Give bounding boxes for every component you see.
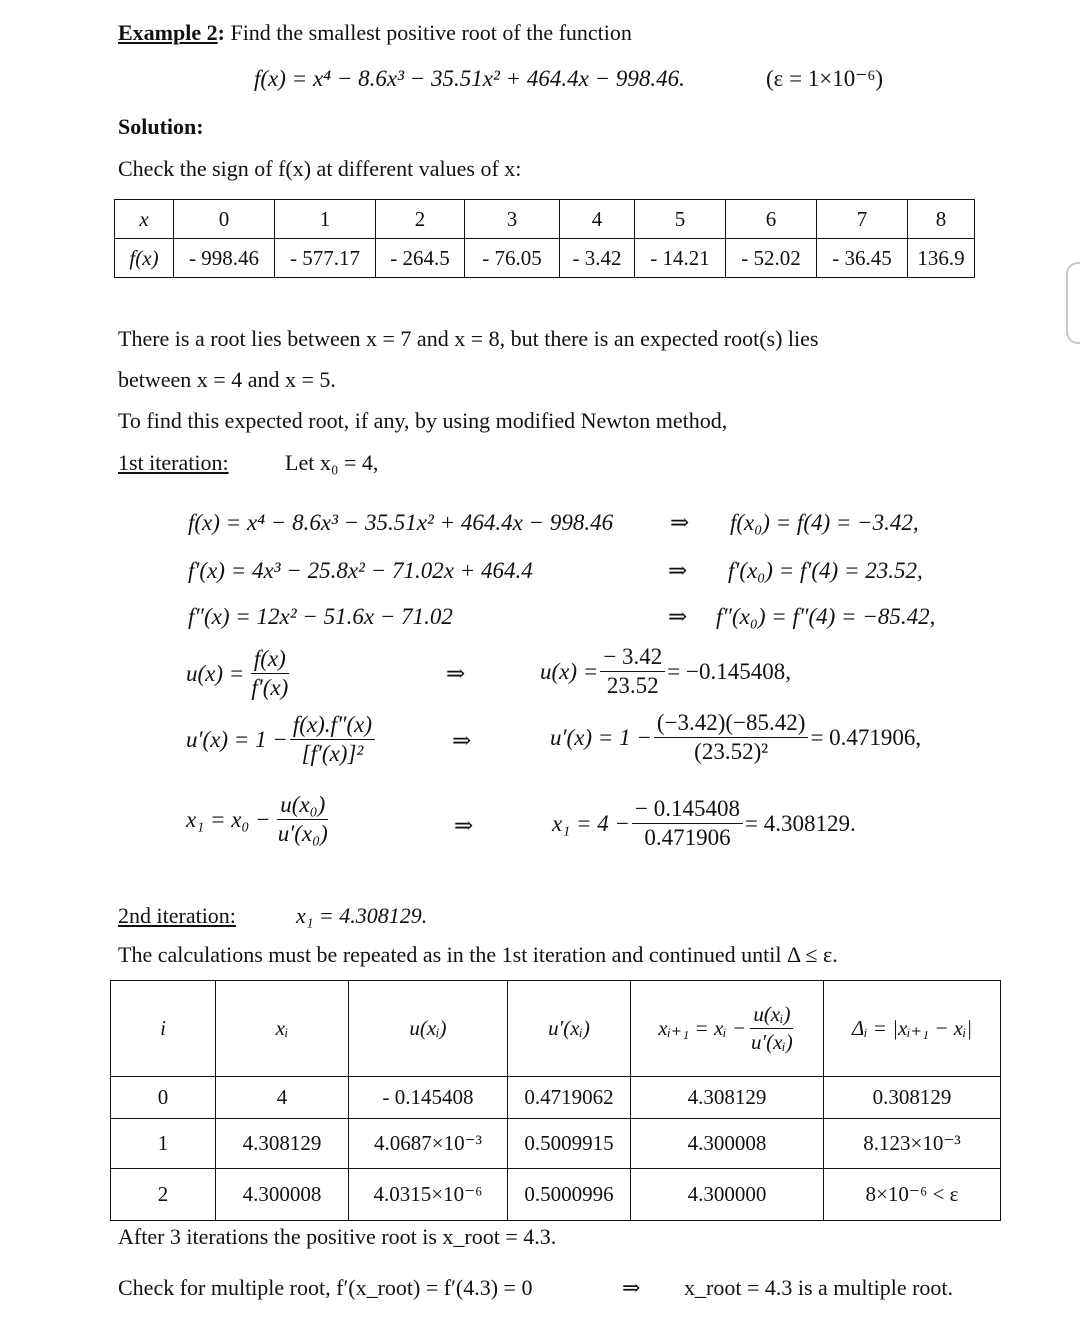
x1-lhs: x₁ = x₀ − <box>186 806 271 832</box>
header-next-numerator: u(xᵢ) <box>750 1002 793 1029</box>
x-cell: 0 <box>174 200 275 239</box>
cell-i: 0 <box>111 1077 216 1119</box>
cell-upxi: 0.5009915 <box>508 1119 631 1169</box>
header-i: i <box>111 981 216 1077</box>
x-cell: 8 <box>908 200 975 239</box>
sign-table-f-row <box>115 239 975 278</box>
u-rhs-denominator: 23.52 <box>606 673 659 699</box>
fx0-value: f(x₀) = f(4) = −3.42, <box>730 510 919 535</box>
x-cell: 4 <box>560 200 635 239</box>
iteration-1-label: 1st iteration: <box>118 450 229 475</box>
repeat-line: The calculations must be repeated as in the 1st iteration and continued until Δ ≤ ε. <box>118 942 838 967</box>
cell-next: 4.300008 <box>631 1119 824 1169</box>
f-cell: - 76.05 <box>465 239 560 278</box>
header-upxi: u′(xᵢ) <box>508 981 631 1077</box>
f-cell: - 264.5 <box>376 239 465 278</box>
u-lhs: u(x) = <box>186 660 245 686</box>
cell-xi: 4.300008 <box>216 1169 349 1221</box>
cell-delta: 8×10⁻⁶ < ε <box>824 1169 1001 1221</box>
cell-xi: 4.308129 <box>216 1119 349 1169</box>
x-cell: 3 <box>465 200 560 239</box>
table-row <box>111 1077 1001 1119</box>
uprime-rhs-numerator: (−3.42)(−85.42) <box>654 710 809 738</box>
check-multiple-root-line: Check for multiple root, f′(x_root) = f′(4.3) = 0 <box>118 1275 533 1300</box>
solution-label: Solution: <box>118 114 204 139</box>
table-row <box>111 1169 1001 1221</box>
uprime-numerator: f(x).f″(x) <box>290 712 375 740</box>
x1-computation <box>552 796 856 852</box>
x-cell: 1 <box>275 200 376 239</box>
cell-i: 2 <box>111 1169 216 1221</box>
cell-upxi: 0.5000996 <box>508 1169 631 1221</box>
epsilon-value: (ε = 1×10⁻⁶) <box>766 66 884 91</box>
uprime-rhs-denominator: (23.52)² <box>694 739 769 765</box>
iteration-2-value: x₁ = 4.308129. <box>296 903 428 928</box>
u-rhs-numerator: − 3.42 <box>600 644 665 672</box>
x1-numerator: u(x₀) <box>277 792 328 820</box>
function-expression: f(x) = x⁴ − 8.6x³ − 35.51x² + 464.4x − 998.46. <box>254 66 685 91</box>
f-cell: - 998.46 <box>174 239 275 278</box>
arrow-icon: ⇒ <box>668 604 688 629</box>
header-delta: Δᵢ = |xᵢ₊₁ − xᵢ| <box>824 981 1001 1077</box>
cell-next: 4.300000 <box>631 1169 824 1221</box>
uprime-denominator: [f′(x)]² <box>301 741 364 767</box>
cell-upxi: 0.4719062 <box>508 1077 631 1119</box>
x1-rhs-denominator: 0.471906 <box>644 825 731 851</box>
example-colon: : <box>217 20 225 45</box>
check-sign-text: Check the sign of f(x) at different values of x: <box>118 156 522 181</box>
f-cell: 136.9 <box>908 239 975 278</box>
after-iterations-line: After 3 iterations the positive root is x_root = 4.3. <box>118 1224 557 1249</box>
f-cell: - 3.42 <box>560 239 635 278</box>
x-cell: 6 <box>726 200 817 239</box>
cell-uxi: 4.0687×10⁻³ <box>349 1119 508 1169</box>
f-row-label: f(x) <box>115 239 174 278</box>
cell-delta: 0.308129 <box>824 1077 1001 1119</box>
multiple-root-result: x_root = 4.3 is a multiple root. <box>684 1275 954 1300</box>
u-rhs-lhs: u(x) = <box>540 658 599 684</box>
example-heading <box>118 20 632 45</box>
f1x-equation: f′(x) = 4x³ − 25.8x² − 71.02x + 464.4 <box>188 558 533 583</box>
cell-uxi: - 0.145408 <box>349 1077 508 1119</box>
u-rhs-result: = −0.145408, <box>667 658 791 684</box>
u-denominator: f′(x) <box>251 675 289 701</box>
sign-table <box>114 199 975 278</box>
cell-xi: 4 <box>216 1077 349 1119</box>
arrow-icon: ⇒ <box>668 558 688 583</box>
header-xi: xᵢ <box>216 981 349 1077</box>
arrow-icon: ⇒ <box>446 661 466 686</box>
cell-delta: 8.123×10⁻³ <box>824 1119 1001 1169</box>
x-cell: 5 <box>635 200 726 239</box>
uprime-rhs-result: = 0.471906, <box>810 724 922 750</box>
fx-equation: f(x) = x⁴ − 8.6x³ − 35.51x² + 464.4x − 998.46 <box>188 510 614 535</box>
example-text: Find the smallest positive root of the function <box>230 20 632 45</box>
x1-rhs-lhs: x₁ = 4 − <box>552 810 630 836</box>
f1x0-value: f′(x₀) = f′(4) = 23.52, <box>728 558 923 583</box>
iteration-2-label: 2nd iteration: <box>118 903 236 928</box>
root-line-2: between x = 4 and x = 5. <box>118 367 336 392</box>
u-definition <box>186 646 291 702</box>
f2x0-value: f″(x₀) = f″(4) = −85.42, <box>716 604 936 629</box>
header-next <box>631 981 824 1077</box>
arrow-icon: ⇒ <box>622 1275 641 1300</box>
arrow-icon: ⇒ <box>454 813 474 838</box>
iteration-1-let: Let x₀ = 4, <box>285 450 379 475</box>
table-row <box>111 1119 1001 1169</box>
f2x-equation: f″(x) = 12x² − 51.6x − 71.02 <box>188 604 453 629</box>
u-numerator: f(x) <box>251 646 289 674</box>
example-label: Example 2 <box>118 20 218 45</box>
x1-rhs-result: = 4.308129. <box>744 810 856 836</box>
uprime-lhs: u′(x) = 1 − <box>186 726 288 752</box>
x1-definition <box>186 792 331 848</box>
iteration-table-header <box>111 981 1001 1077</box>
cell-i: 1 <box>111 1119 216 1169</box>
method-line: To find this expected root, if any, by using modified Newton method, <box>118 408 728 433</box>
x1-rhs-numerator: − 0.145408 <box>632 796 743 824</box>
scroll-edge-handle[interactable] <box>1066 262 1080 344</box>
f-cell: - 52.02 <box>726 239 817 278</box>
header-next-denominator: u′(xᵢ) <box>751 1030 793 1054</box>
header-next-lhs: xᵢ₊₁ = xᵢ − <box>658 1016 747 1040</box>
f-cell: - 14.21 <box>635 239 726 278</box>
x-cell: 7 <box>817 200 908 239</box>
x-row-label: x <box>115 200 174 239</box>
f-cell: - 577.17 <box>275 239 376 278</box>
iteration-table <box>110 980 1001 1221</box>
uprime-definition <box>186 712 375 768</box>
root-line-1: There is a root lies between x = 7 and x = 8, but there is an expected root(s) lies <box>118 326 819 351</box>
u-computation <box>540 644 791 700</box>
f-cell: - 36.45 <box>817 239 908 278</box>
x-cell: 2 <box>376 200 465 239</box>
arrow-icon: ⇒ <box>452 728 472 753</box>
uprime-rhs-lhs: u′(x) = 1 − <box>550 724 652 750</box>
cell-uxi: 4.0315×10⁻⁶ <box>349 1169 508 1221</box>
header-uxi: u(xᵢ) <box>349 981 508 1077</box>
cell-next: 4.308129 <box>631 1077 824 1119</box>
arrow-icon: ⇒ <box>670 510 690 535</box>
uprime-computation <box>550 710 921 766</box>
x1-denominator: u′(x₀) <box>277 821 328 847</box>
sign-table-x-row <box>115 200 975 239</box>
